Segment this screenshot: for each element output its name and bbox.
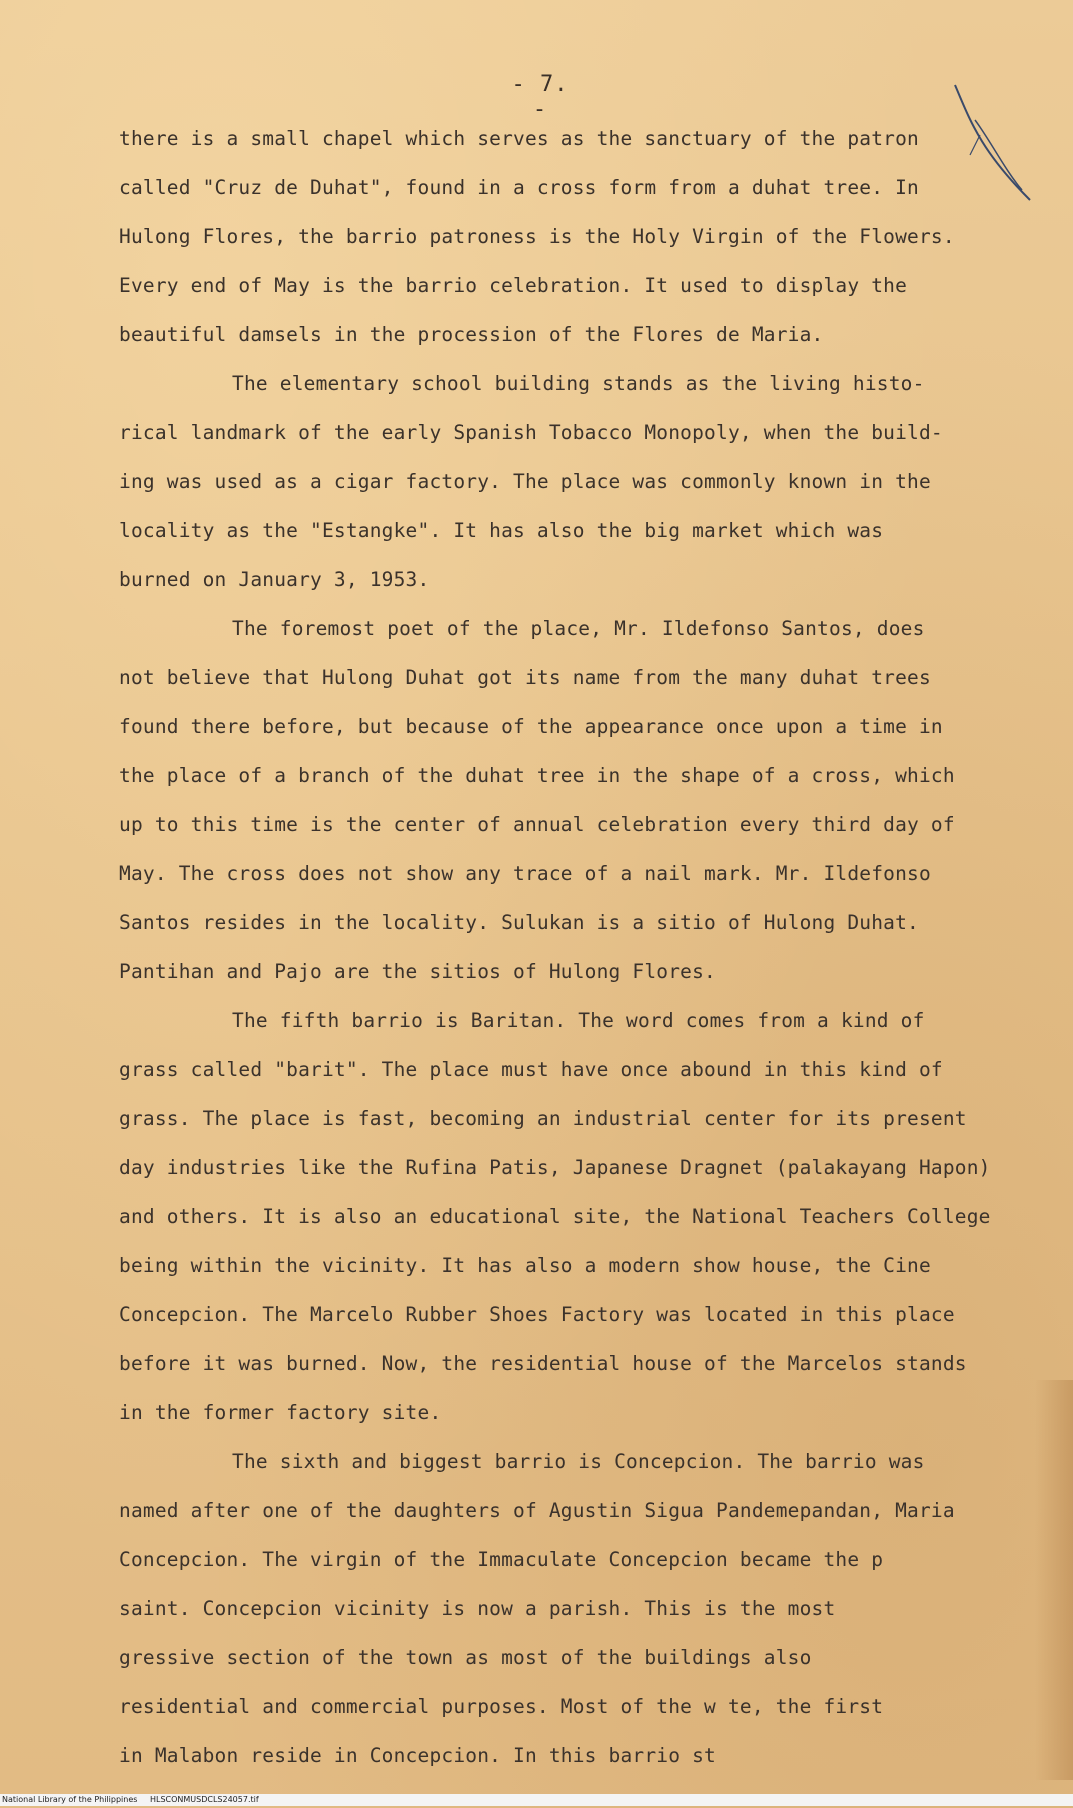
text-line: The elementary school building stands as the living histo- bbox=[232, 372, 925, 395]
text-line: not believe that Hulong Duhat got its name from the many duhat trees bbox=[119, 666, 931, 689]
text-line: Concepcion. The Marcelo Rubber Shoes Factory was located in this place bbox=[119, 1303, 955, 1326]
text-line: before it was burned. Now, the residential house of the Marcelos stands bbox=[119, 1352, 967, 1375]
text-line: ing was used as a cigar factory. The place was commonly known in the bbox=[119, 470, 931, 493]
text-line: in Malabon reside in Concepcion. In this barrio st bbox=[119, 1744, 716, 1767]
text-line: in the former factory site. bbox=[119, 1401, 442, 1424]
text-line: grass. The place is fast, becoming an industrial center for its present bbox=[119, 1107, 967, 1130]
text-line: being within the vicinity. It has also a modern show house, the Cine bbox=[119, 1254, 931, 1277]
text-line: found there before, but because of the appearance once upon a time in bbox=[119, 715, 943, 738]
paragraph-2 bbox=[119, 359, 1019, 604]
text-line: there is a small chapel which serves as the sanctuary of the patron bbox=[119, 127, 919, 150]
text-line: day industries like the Rufina Patis, Japanese Dragnet (palakayang Hapon) bbox=[119, 1156, 991, 1179]
text-line: locality as the "Estangke". It has also the big market which was bbox=[119, 519, 884, 542]
text-line: residential and commercial purposes. Most of the w te, the first bbox=[119, 1695, 884, 1718]
text-line: Pantihan and Pajo are the sitios of Hulong Flores. bbox=[119, 960, 716, 983]
paper-edge-shadow bbox=[1035, 1380, 1073, 1780]
text-line: rical landmark of the early Spanish Tobacco Monopoly, when the build- bbox=[119, 421, 943, 444]
paragraph-1 bbox=[119, 114, 1019, 359]
text-line: The fifth barrio is Baritan. The word comes from a kind of bbox=[232, 1009, 925, 1032]
scan-footer bbox=[0, 1794, 1073, 1806]
page-number: - 7. - bbox=[511, 72, 569, 122]
paragraph-3 bbox=[119, 604, 1019, 996]
footer-file-id: HLSCONMUSDCLS24057.tif bbox=[149, 1795, 259, 1804]
footer-source: National Library of the Philippines bbox=[2, 1795, 138, 1804]
text-line: Concepcion. The virgin of the Immaculate Concepcion became the p bbox=[119, 1548, 884, 1571]
text-line: Every end of May is the barrio celebration. It used to display the bbox=[119, 274, 908, 297]
text-line: gressive section of the town as most of the buildings also bbox=[119, 1646, 812, 1669]
text-line: grass called "barit". The place must have once abound in this kind of bbox=[119, 1058, 943, 1081]
paragraph-5 bbox=[119, 1437, 1019, 1780]
text-line: and others. It is also an educational site, the National Teachers College bbox=[119, 1205, 991, 1228]
text-line: the place of a branch of the duhat tree in the shape of a cross, which bbox=[119, 764, 955, 787]
text-line: Santos resides in the locality. Sulukan is a sitio of Hulong Duhat. bbox=[119, 911, 919, 934]
text-line: The sixth and biggest barrio is Concepcion. The barrio was bbox=[232, 1450, 925, 1473]
text-line: Hulong Flores, the barrio patroness is the Holy Virgin of the Flowers. bbox=[119, 225, 955, 248]
text-line: beautiful damsels in the procession of the Flores de Maria. bbox=[119, 323, 824, 346]
text-line: up to this time is the center of annual celebration every third day of bbox=[119, 813, 955, 836]
text-line: saint. Concepcion vicinity is now a parish. This is the most bbox=[119, 1597, 836, 1620]
text-line: burned on January 3, 1953. bbox=[119, 568, 430, 591]
paragraph-4 bbox=[119, 996, 1019, 1437]
text-line: named after one of the daughters of Agustin Sigua Pandemepandan, Maria bbox=[119, 1499, 955, 1522]
text-line: called "Cruz de Duhat", found in a cross form from a duhat tree. In bbox=[119, 176, 919, 199]
text-line: May. The cross does not show any trace of a nail mark. Mr. Ildefonso bbox=[119, 862, 931, 885]
text-line: The foremost poet of the place, Mr. Ildefonso Santos, does bbox=[232, 617, 925, 640]
